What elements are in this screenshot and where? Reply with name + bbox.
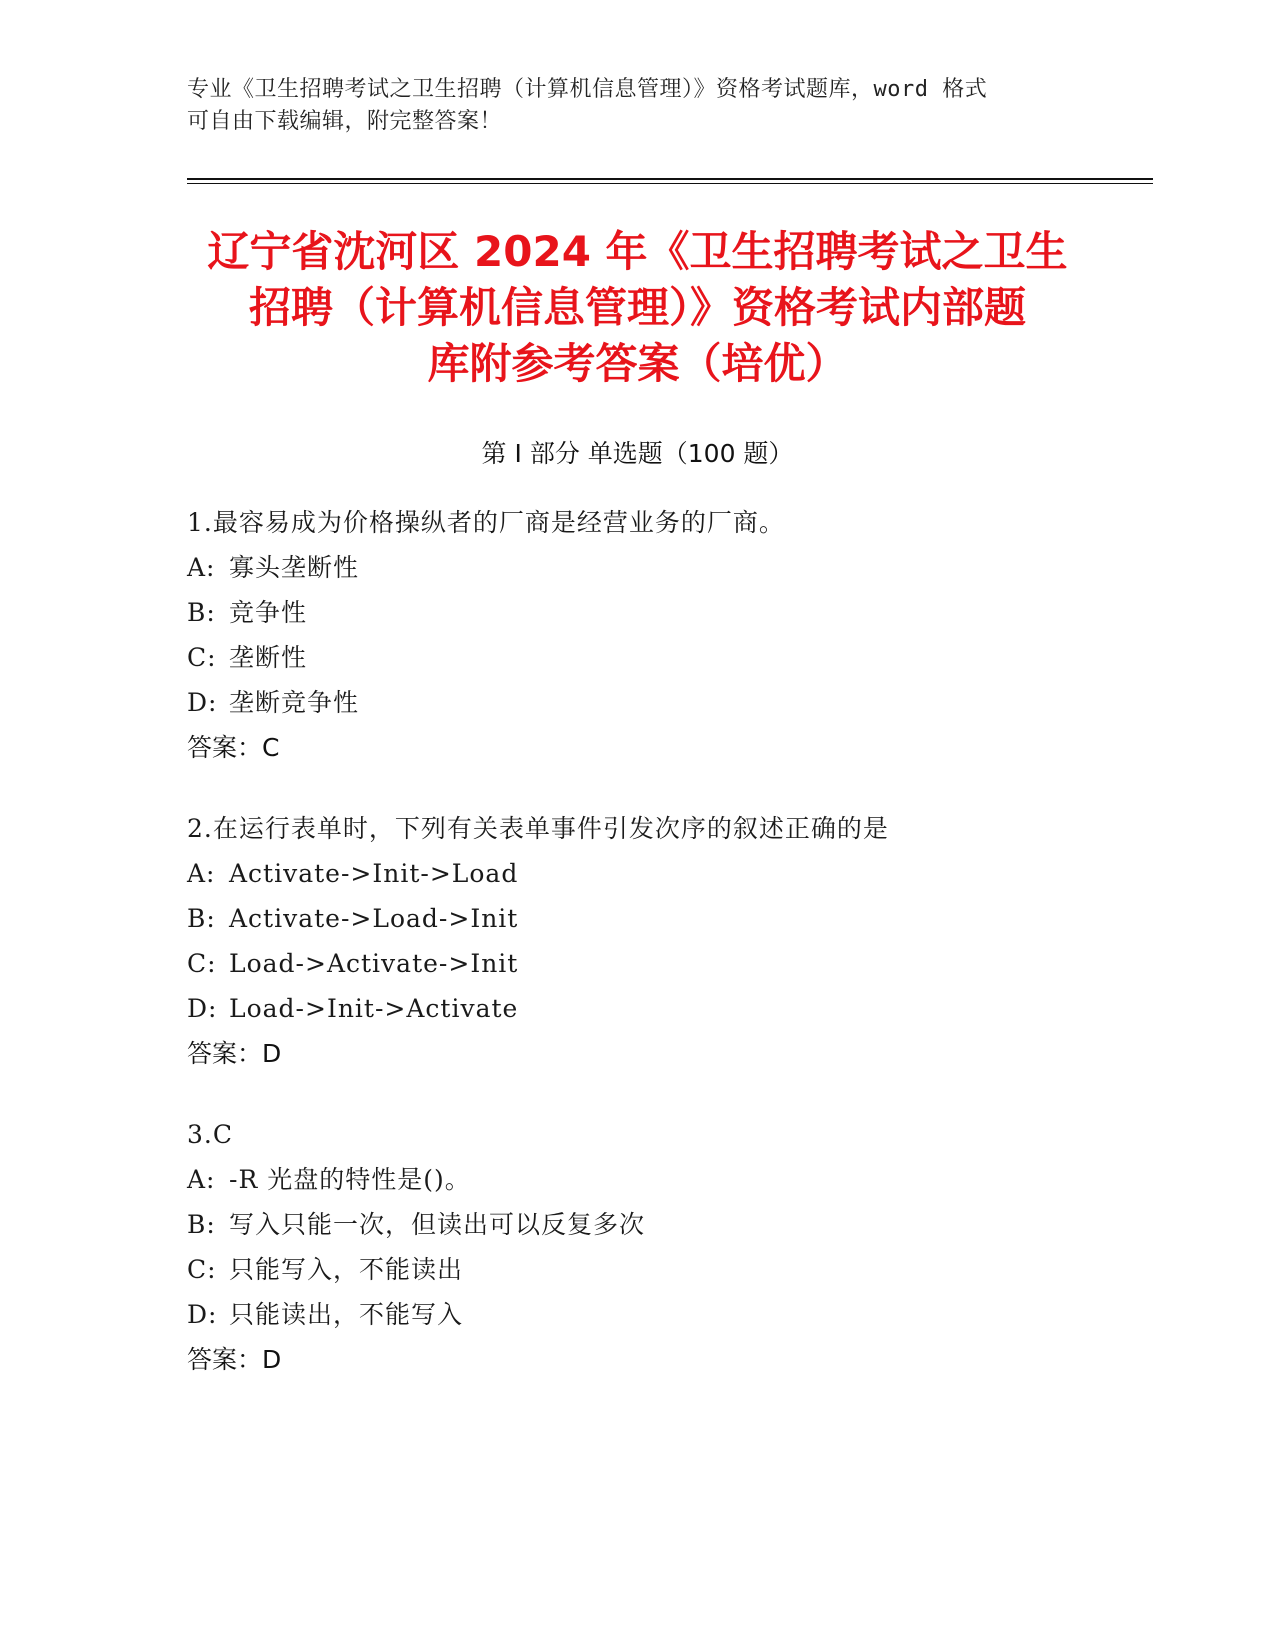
option-a (187, 1157, 1147, 1202)
option-text: 竞争性 (229, 598, 308, 627)
question-1 (187, 500, 1147, 770)
document-title-line-2: 招聘（计算机信息管理）》资格考试内部题 (248, 283, 1026, 332)
option-text: 只能写入，不能读出 (229, 1255, 464, 1284)
question-stem: 1.最容易成为价格操纵者的厂商是经营业务的厂商。 (187, 508, 785, 537)
option-c (187, 1247, 1147, 1292)
section-title: 第 I 部分 单选题（100 题） (481, 439, 794, 468)
option-label: C: (187, 949, 217, 978)
option-b (187, 590, 1147, 635)
option-label: D: (187, 688, 218, 717)
option-label: B: (187, 598, 216, 627)
option-label: B: (187, 1210, 216, 1239)
option-label: A: (187, 1165, 216, 1194)
option-text: -R 光盘的特性是()。 (229, 1165, 471, 1194)
option-label: D: (187, 1300, 218, 1329)
header-note-line-1: 专业《卫生招聘考试之卫生招聘（计算机信息管理）》资格考试题库，word 格式 (187, 77, 988, 102)
question-stem: 3.C (187, 1120, 233, 1149)
option-text: Activate->Init->Load (229, 859, 519, 888)
option-d (187, 986, 1147, 1031)
header-rule-thin (187, 183, 1153, 184)
header-note-line-2: 可自由下载编辑，附完整答案！ (187, 109, 503, 134)
option-label: A: (187, 553, 216, 582)
option-text: 只能读出，不能写入 (229, 1300, 464, 1329)
option-text: Load->Activate->Init (229, 949, 519, 978)
header-rule-thick (187, 178, 1153, 180)
question-stem: 2.在运行表单时，下列有关表单事件引发次序的叙述正确的是 (187, 814, 889, 843)
option-c (187, 941, 1147, 986)
document-title (150, 224, 1125, 392)
option-c (187, 635, 1147, 680)
option-b (187, 896, 1147, 941)
answer: 答案：D (187, 1345, 282, 1374)
option-label: C: (187, 643, 217, 672)
header-note (187, 74, 1067, 138)
option-text: Load->Init->Activate (229, 994, 519, 1023)
document-title-line-1: 辽宁省沈河区 2024 年《卫生招聘考试之卫生 (207, 227, 1068, 276)
option-text: 垄断竞争性 (229, 688, 360, 717)
option-d (187, 680, 1147, 725)
option-text: 写入只能一次，但读出可以反复多次 (229, 1210, 646, 1239)
option-label: C: (187, 1255, 217, 1284)
option-label: D: (187, 994, 218, 1023)
option-text: Activate->Load->Init (229, 904, 519, 933)
option-label: B: (187, 904, 216, 933)
question-2 (187, 806, 1147, 1076)
option-a (187, 545, 1147, 590)
option-label: A: (187, 859, 216, 888)
option-text: 寡头垄断性 (229, 553, 360, 582)
document-title-line-3: 库附参考答案（培优） (427, 339, 848, 388)
answer: 答案：D (187, 1039, 282, 1068)
option-text: 垄断性 (229, 643, 308, 672)
option-d (187, 1292, 1147, 1337)
answer: 答案：C (187, 733, 280, 762)
option-a (187, 851, 1147, 896)
option-b (187, 1202, 1147, 1247)
question-3 (187, 1112, 1147, 1382)
